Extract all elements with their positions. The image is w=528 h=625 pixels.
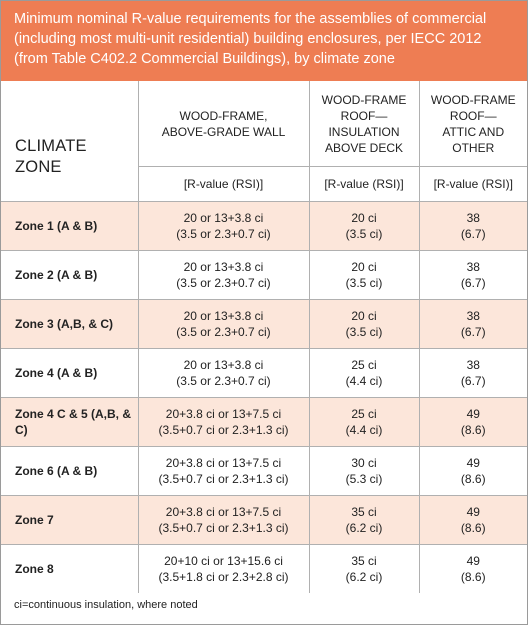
table-row [1,398,527,447]
value-text: 35 ci [351,554,377,568]
zone-cell: Zone 4 C & 5 (A,B, & C) [1,398,138,447]
table-row [1,300,527,349]
table-row [1,447,527,496]
value-text: (8.6) [460,423,486,437]
wall-cell [138,300,309,349]
value-text: (3.5 or 2.3+0.7 ci) [176,276,271,290]
wall-cell [138,398,309,447]
roof-deck-cell [309,349,419,398]
roof-attic-cell [419,447,527,496]
value-text: (6.2 ci) [345,570,383,584]
wall-cell [138,251,309,300]
climate-zone-header [1,81,138,202]
value-text: (4.4 ci) [345,423,383,437]
header-text: ROOF— [340,108,388,123]
wall-cell [138,349,309,398]
roof-attic-cell [419,545,527,594]
header-text: OTHER [452,140,495,155]
roof-attic-cell [419,300,527,349]
value-text: 20+10 ci or 13+15.6 ci [164,554,283,568]
value-text: 20 or 13+3.8 ci [183,358,264,372]
table-row [1,349,527,398]
wall-column-header [138,81,309,167]
value-text: 20 or 13+3.8 ci [183,260,264,274]
unit-label: [R-value (RSI)] [419,167,527,202]
title-line: (from Table C402.2 Commercial Buildings), by climate zone [14,51,395,67]
value-text: 20+3.8 ci or 13+7.5 ci [165,505,282,519]
roof-deck-cell [309,300,419,349]
header-text: WOOD-FRAME [321,92,407,107]
header-text: WOOD-FRAME [430,92,516,107]
zone-cell: Zone 8 [1,545,138,594]
value-text: (6.7) [460,374,486,388]
value-text: (8.6) [460,570,486,584]
table-title [14,9,519,69]
value-text: (6.2 ci) [345,521,383,535]
value-text: (6.7) [460,325,486,339]
value-text: (3.5 or 2.3+0.7 ci) [176,374,271,388]
roof-attic-cell [419,202,527,251]
wall-cell [138,496,309,545]
value-text: 25 ci [351,407,377,421]
value-text: 20 ci [351,260,377,274]
value-text: (8.6) [460,521,486,535]
table-row [1,496,527,545]
zone-cell: Zone 2 (A & B) [1,251,138,300]
header-row [1,81,527,167]
value-text: (3.5 ci) [345,276,383,290]
value-text: 20 ci [351,309,377,323]
wall-cell [138,447,309,496]
value-text: 25 ci [351,358,377,372]
title-bar [1,1,527,81]
value-text: (3.5 or 2.3+0.7 ci) [176,227,271,241]
roof-attic-cell [419,398,527,447]
value-text: (3.5 ci) [345,227,383,241]
value-text: 38 [466,211,480,225]
roof-attic-column-header [419,81,527,167]
header-text: ROOF— [449,108,497,123]
header-text: ABOVE-GRADE WALL [161,124,286,139]
value-text: 38 [466,309,480,323]
roof-deck-cell [309,496,419,545]
title-line: (including most multi-unit residential) building enclosures, per IECC 2012 [14,31,482,47]
r-value-table [1,81,527,593]
zone-cell: Zone 6 (A & B) [1,447,138,496]
value-text: (3.5 or 2.3+0.7 ci) [176,325,271,339]
footnote: ci=continuous insulation, where noted [14,599,198,611]
roof-deck-cell [309,202,419,251]
header-text: ATTIC AND [442,124,505,139]
roof-deck-cell [309,251,419,300]
value-text: (3.5+0.7 ci or 2.3+1.3 ci) [158,521,289,535]
table-row [1,545,527,594]
value-text: 38 [466,358,480,372]
value-text: 49 [466,407,480,421]
header-text: CLIMATE [15,137,87,155]
header-text: ABOVE DECK [324,140,404,155]
value-text: 20+3.8 ci or 13+7.5 ci [165,407,282,421]
value-text: (6.7) [460,227,486,241]
title-line: Minimum nominal R-value requirements for the assemblies of commercial [14,11,487,27]
value-text: 49 [466,456,480,470]
roof-attic-cell [419,251,527,300]
value-text: 20+3.8 ci or 13+7.5 ci [165,456,282,470]
value-text: 35 ci [351,505,377,519]
header-text: ZONE [15,158,62,176]
zone-cell: Zone 3 (A,B, & C) [1,300,138,349]
value-text: (8.6) [460,472,486,486]
roof-deck-cell [309,398,419,447]
value-text: (4.4 ci) [345,374,383,388]
header-text: INSULATION [328,124,400,139]
zone-cell: Zone 7 [1,496,138,545]
value-text: 20 or 13+3.8 ci [183,211,264,225]
table-row [1,202,527,251]
roof-deck-cell [309,545,419,594]
roof-deck-cell [309,447,419,496]
value-text: (3.5+1.8 ci or 2.3+2.8 ci) [158,570,289,584]
value-text: 49 [466,505,480,519]
roof-attic-cell [419,349,527,398]
value-text: 20 ci [351,211,377,225]
value-text: (3.5+0.7 ci or 2.3+1.3 ci) [158,423,289,437]
value-text: 38 [466,260,480,274]
value-text: 20 or 13+3.8 ci [183,309,264,323]
header-text: WOOD-FRAME, [179,108,268,123]
wall-cell [138,545,309,594]
value-text: (5.3 ci) [345,472,383,486]
value-text: (3.5+0.7 ci or 2.3+1.3 ci) [158,472,289,486]
value-text: (3.5 ci) [345,325,383,339]
wall-cell [138,202,309,251]
table-row [1,251,527,300]
value-text: (6.7) [460,276,486,290]
roof-attic-cell [419,496,527,545]
unit-label: [R-value (RSI)] [309,167,419,202]
zone-cell: Zone 4 (A & B) [1,349,138,398]
zone-cell: Zone 1 (A & B) [1,202,138,251]
value-text: 49 [466,554,480,568]
unit-label: [R-value (RSI)] [138,167,309,202]
roof-deck-column-header [309,81,419,167]
value-text: 30 ci [351,456,377,470]
